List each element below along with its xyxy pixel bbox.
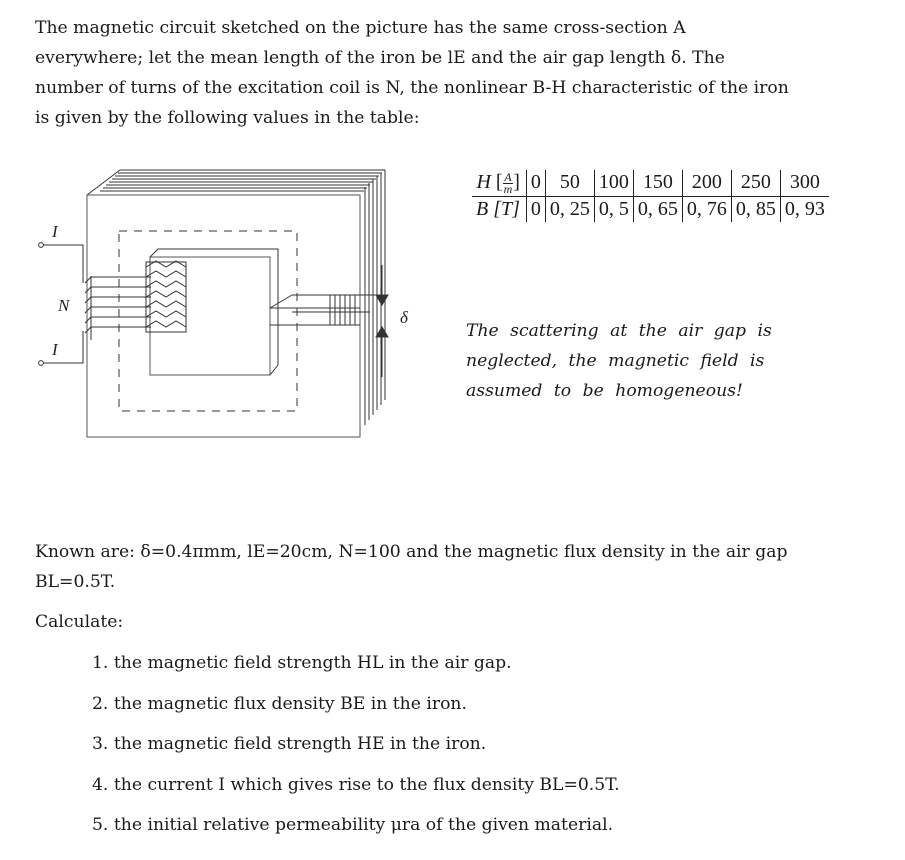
table-cell: 150 [633,170,682,196]
table-cell: 0 [526,196,545,222]
task-list [92,648,620,851]
table-cell: 200 [682,170,731,196]
table-cell: 0, 93 [780,196,829,222]
assumption-note: The scattering at the air gap is neglected, the magnetic field is assumed to be homogeneous! [466,321,772,401]
b-header: B [T] [476,197,520,220]
table-cell: 100 [594,170,633,196]
calculate-label: Calculate: [35,612,124,632]
bh-table [472,170,829,222]
current-label-top: I [52,222,58,241]
list-item: 2. the magnetic flux density BE in the iron. [92,693,467,714]
intro-paragraph: The magnetic circuit sketched on the picture has the same cross-section A everywhere; let the mean length of the iron be lE and the air gap length δ. The number of turns of the excitation coil is N, the nonlinear B-H characteristic of the iron is given by the following values in the table: [35,18,789,128]
table-cell: 50 [545,170,594,196]
b-row [472,196,829,222]
known-values: Known are: δ=0.4πmm, lE=20cm, N=100 and the magnetic flux density in the air gap BL=0.5T. [35,542,788,592]
table-cell: 0, 25 [545,196,594,222]
list-item: 3. the magnetic field strength HE in the iron. [92,734,487,754]
magnetic-circuit-figure [30,165,420,450]
list-item: 5. the initial relative permeability μra of the given material. [92,815,614,835]
h-header: H [ $\frac{A}{m}$ ] [472,170,526,196]
turns-label: N [58,296,70,315]
table-cell: 0 [526,170,545,196]
table-cell: 300 [780,170,829,196]
table-cell: 0, 5 [594,196,633,222]
h-unit: $\frac{A}{m}$ [503,169,513,196]
table-cell: 0, 76 [682,196,731,222]
h-row [472,170,829,196]
gap-label: δ [400,308,408,327]
table-cell: 0, 65 [633,196,682,222]
table-cell: 250 [731,170,780,196]
table-cell: 0, 85 [731,196,780,222]
list-item: 4. the current I which gives rise to the flux density BL=0.5T. [92,774,620,795]
list-item: 1. the magnetic field strength HL in the air gap. [92,653,512,673]
current-label-bottom: I [52,340,58,359]
